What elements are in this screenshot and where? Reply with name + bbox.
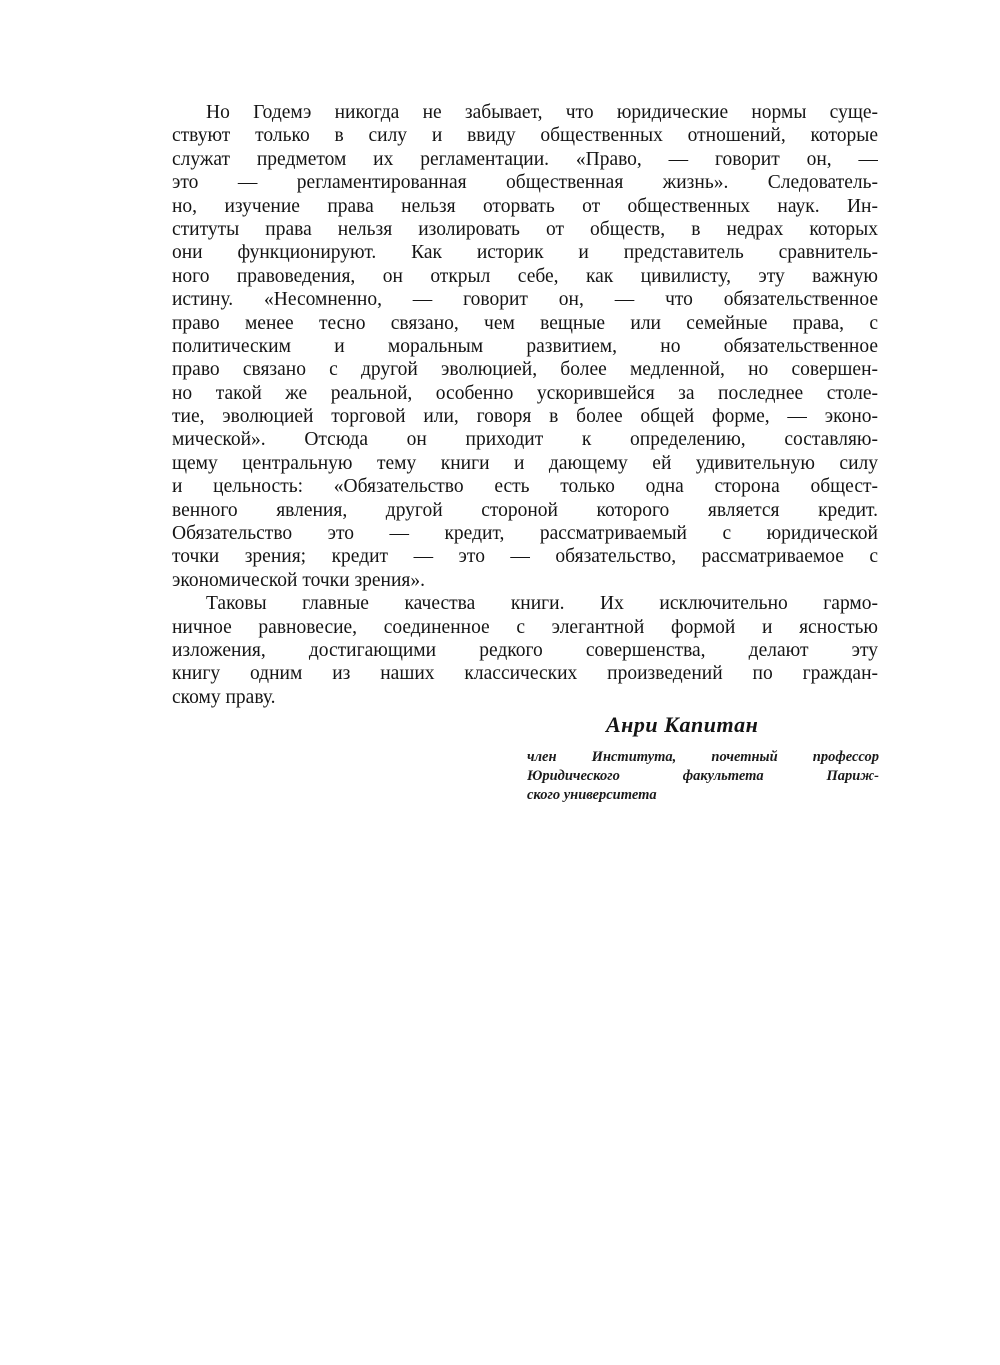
affiliation-line: член Института, почетный профессор (527, 749, 879, 765)
text-line: они функционируют. Как историк и представитель сравнитель- (172, 242, 878, 264)
paragraph-godeme-method (172, 101, 878, 592)
text-line: книгу одним из наших классических произведений по граждан- (172, 663, 878, 685)
affiliation-line: Юридического факультета Париж- (527, 768, 879, 784)
author-signature: Анри Капитан (606, 712, 759, 737)
text-line: но, изучение права нельзя оторвать от общественных наук. Ин- (172, 195, 878, 217)
text-line: это — регламентированная общественная жизнь». Следователь- (172, 172, 878, 194)
text-line: Обязательство это — кредит, рассматриваемый с юридической (172, 523, 878, 545)
text-line: экономической точки зрения». (172, 569, 426, 591)
text-line: Таковы главные качества книги. Их исключительно гармо- (206, 593, 878, 615)
text-line: ного правоведения, он открыл себе, как цивилисту, эту важную (172, 265, 878, 287)
text-line: Но Годемэ никогда не забывает, что юридические нормы суще- (206, 102, 878, 123)
text-line: точки зрения; кредит — это — обязательство, рассматриваемое с (172, 546, 878, 568)
text-line: щему центральную тему книги и дающему ей удивительную силу (172, 452, 878, 474)
text-line: ституты права нельзя изолировать от обществ, в недрах которых (172, 218, 878, 240)
text-line: истину. «Несомненно, — говорит он, — что обязательственное (172, 289, 878, 311)
text-line: скому праву. (172, 686, 276, 708)
paragraph-book-qualities (172, 592, 878, 709)
text-line: ничное равновесие, соединенное с элегантной формой и ясностью (172, 616, 878, 638)
text-line: тие, эволюцией торговой или, говоря в более общей форме, — эконо- (172, 406, 878, 428)
text-line: право менее тесно связано, чем вещные или семейные права, с (172, 312, 878, 334)
text-line: мической». Отсюда он приходит к определению, составляю- (172, 429, 878, 451)
main-text (172, 101, 878, 709)
author-affiliation (527, 748, 879, 805)
text-line: изложения, достигающими редкого совершенства, делают эту (172, 639, 878, 661)
affiliation-line: ского университета (527, 787, 657, 803)
text-line: но такой же реальной, особенно ускорившейся за последнее столе- (172, 382, 878, 404)
text-line: и цельность: «Обязательство есть только одна сторона общест- (172, 476, 878, 498)
text-line: политическим и моральным развитием, но обязательственное (172, 335, 878, 357)
text-line: служат предметом их регламентации. «Право, — говорит он, — (172, 148, 878, 170)
text-line: ствуют только в силу и ввиду общественных отношений, которые (172, 125, 878, 147)
text-line: венного явления, другой стороной которого является кредит. (172, 499, 878, 521)
text-line: право связано с другой эволюцией, более медленной, но совершен- (172, 359, 878, 381)
